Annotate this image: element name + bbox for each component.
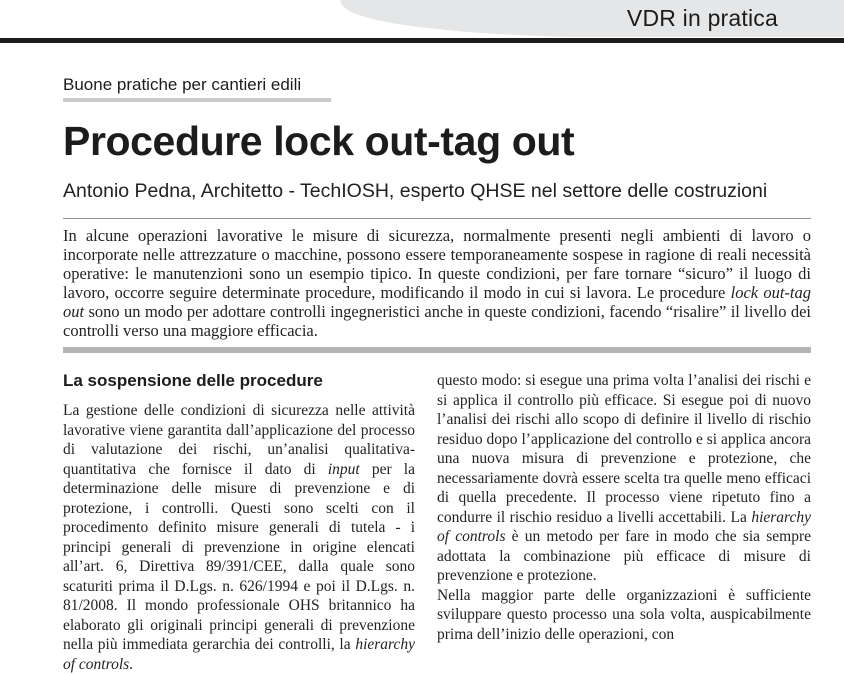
right-column-paragraph-2: Nella maggior parte delle organizzazioni è sufficiente sviluppare questo processo una sola volta, auspicabilmente prima dell’inizio delle operazioni, con — [437, 586, 811, 643]
right-column-paragraph-1: questo modo: si esegue una prima volta l’analisi dei rischi e si applica il controllo più efficace. Si esegue poi di nuovo l’analisi dei rischi allo scopo di definire il livello di rischio residuo dopo l’applicazione del controllo e si applica ancora una nuova misura di prevenzione e protezione, che necessariamente dovrà essere scelta tra quelle meno efficaci di quella precedente. Il processo viene ripetuto fino a condurre il rischio residuo a livelli accettabili. La hierarchy of controls è un metodo per fare in modo che sia sempre adottata la combinazione più efficace di misure di prevenzione e protezione. — [437, 372, 811, 584]
left-column — [63, 371, 415, 674]
header-swoosh-decoration — [0, 0, 600, 37]
author-divider-rule — [63, 218, 811, 219]
abstract-divider-rule — [63, 347, 811, 353]
header-band — [0, 0, 844, 37]
article-abstract: In alcune operazioni lavorative le misure di sicurezza, normalmente presenti negli ambienti di lavoro o incorporate nelle attrezzature o macchine, possono essere temporaneamente sospese in ragione di reali necessità operative: le manutenzioni sono un esempio tipico. In queste condizioni, per fare tornare “sicuro” il luogo di lavoro, occorre seguire determinate procedure, modificando il modo in cui si lavora. Le procedure lock out-tag out sono un modo per adottare controlli ingegneristici anche in queste condizioni, facendo “risalire” il livello dei controlli verso una maggiore efficacia. — [63, 226, 811, 340]
left-column-paragraph: La gestione delle condizioni di sicurezza nelle attività lavorative viene garantita dall’applicazione del processo di valutazione dei rischi, un’analisi qualitativa-quantitativa che fornisce il dato di input per la determinazione delle misure di prevenzione e di protezione, i controlli. Questi sono scelti con il procedimento definito misure generali di tutela - i principi generali di prevenzione in origine elencati all’art. 6, Direttiva 89/391/CEE, dalla quale sono scaturiti prima il D.Lgs. n. 626/1994 e poi il D.Lgs. n. 81/2008. Il mondo professionale OHS britannico ha elaborato gli originali principi generali di prevenzione nella più immediata gerarchia dei controlli, la hierarchy of controls. — [63, 402, 415, 673]
article — [63, 43, 811, 674]
kicker-underline — [63, 98, 331, 102]
header-section-label: VDR in pratica — [626, 5, 778, 31]
section-heading: La sospensione delle procedure — [63, 371, 323, 390]
article-author: Antonio Pedna, Architetto - TechIOSH, esperto QHSE nel settore delle costruzioni — [63, 180, 768, 202]
right-column — [437, 371, 811, 674]
article-title: Procedure lock out-tag out — [63, 118, 575, 164]
article-kicker: Buone pratiche per cantieri edili — [63, 75, 302, 94]
two-column-body — [63, 371, 811, 674]
